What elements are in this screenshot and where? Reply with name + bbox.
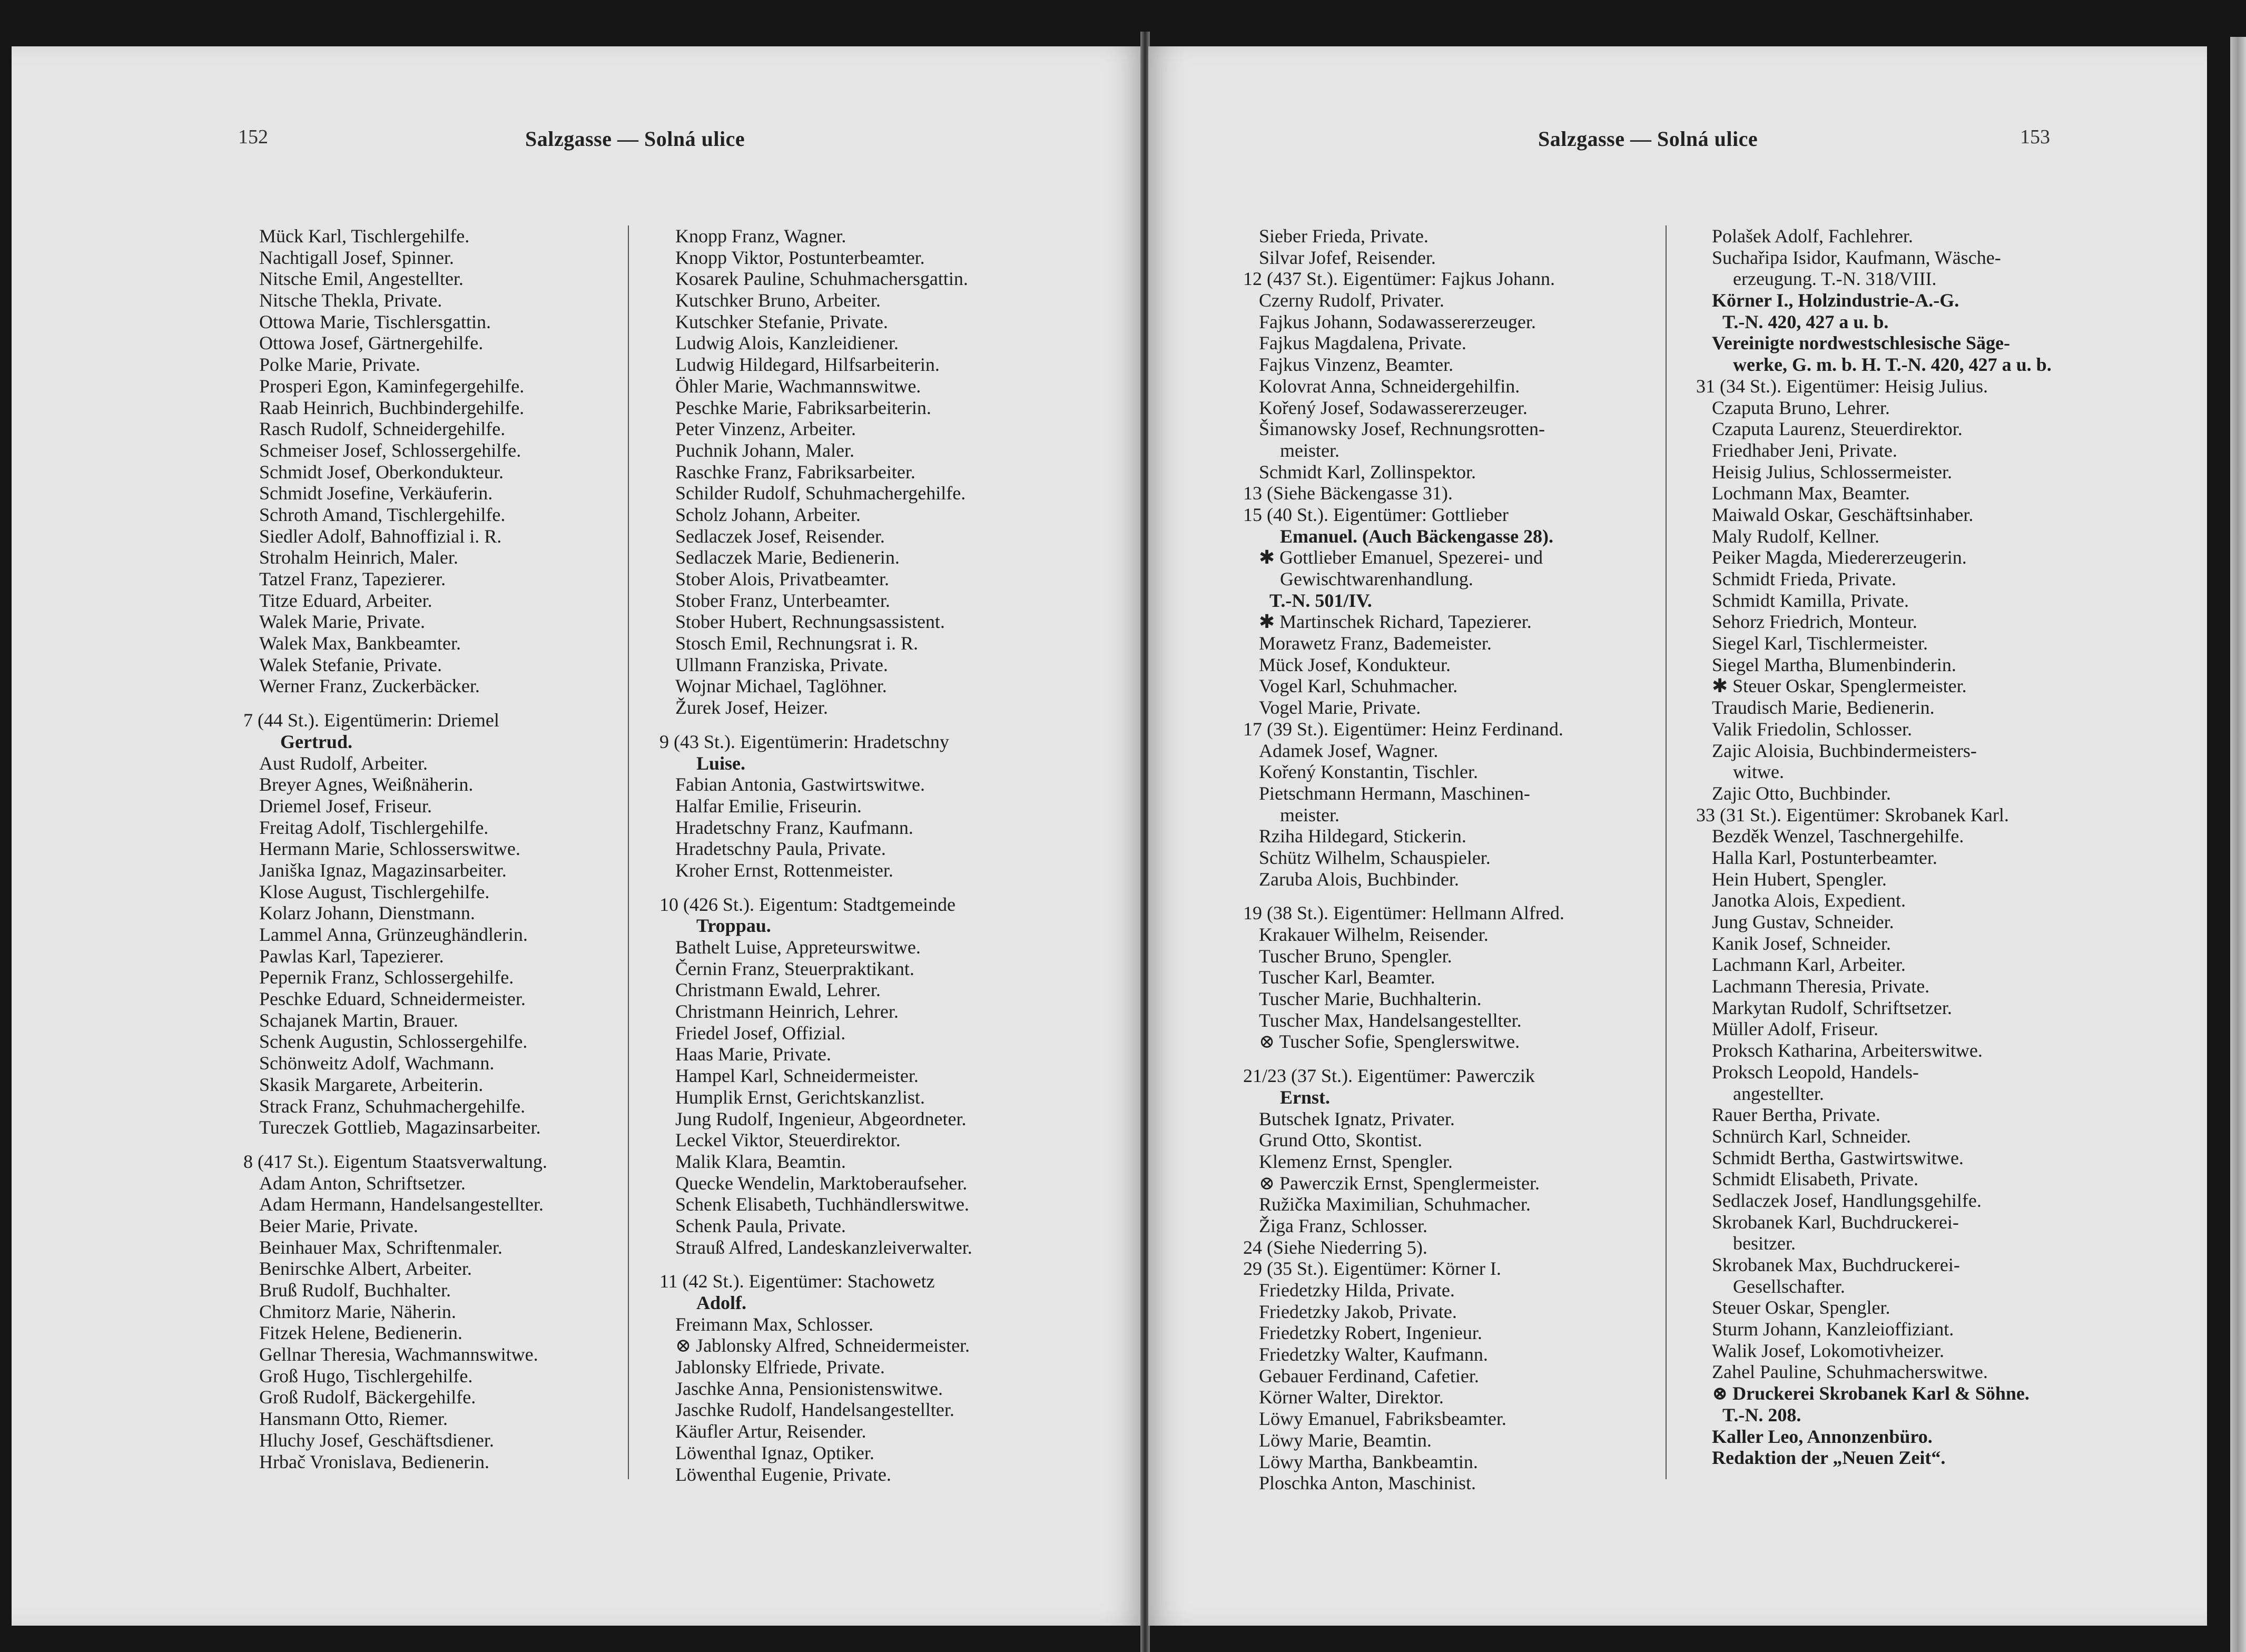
house-entry-heading: 13 (Siehe Bäckengasse 31). [1243,483,1453,504]
directory-entry: Käufler Artur, Reisender. [675,1421,866,1442]
directory-entry: Gellnar Theresia, Wachmannswitwe. [259,1344,538,1365]
directory-entry: Malik Klara, Beamtin. [675,1150,846,1172]
directory-entry: Adam Hermann, Handelsangestellter. [259,1194,544,1215]
directory-entry: werke, G. m. b. H. T.-N. 420, 427 a u. b. [1733,354,2052,376]
directory-entry: Kolovrat Anna, Schneidergehilfin. [1259,375,1520,397]
directory-entry: Czerny Rudolf, Privater. [1259,290,1444,311]
directory-entry: ⊗ Druckerei Skrobanek Karl & Söhne. [1712,1383,2030,1404]
directory-entry: Gertrud. [280,731,352,752]
directory-entry: Vereinigte nordwestschlesische Säge- [1712,332,2010,354]
directory-entry: Halfar Emilie, Friseurin. [675,795,862,817]
house-entry-heading: 11 (42 St.). Eigentümer: Stachowetz [659,1271,935,1292]
directory-entry: Driemel Josef, Friseur. [259,795,432,817]
directory-entry: Pietschmann Hermann, Maschinen- [1259,782,1530,804]
directory-entry: Kutschker Stefanie, Private. [675,311,888,332]
directory-entry: Fajkus Magdalena, Private. [1259,332,1466,354]
directory-entry: Emanuel. (Auch Bäckengasse 28). [1280,525,1554,547]
house-entry-heading: 10 (426 St.). Eigentum: Stadtgemeinde [659,893,955,915]
directory-entry: Klose August, Tischlergehilfe. [259,881,490,902]
directory-entry: ✱ Gottlieber Emanuel, Spezerei- und [1259,547,1543,568]
directory-entry: Vogel Karl, Schuhmacher. [1259,675,1458,697]
directory-entry: Stosch Emil, Rechnungsrat i. R. [675,633,918,654]
directory-entry: Troppau. [696,915,771,937]
directory-entry: Raschke Franz, Fabriksarbeiter. [675,461,915,483]
house-entry-heading: 24 (Siehe Niederring 5). [1243,1236,1427,1258]
directory-entry: Ludwig Alois, Kanzleidiener. [675,332,899,354]
directory-entry: Christmann Ewald, Lehrer. [675,979,881,1001]
directory-entry: Siedler Adolf, Bahnoffizial i. R. [259,525,502,547]
page-header-left: Salzgasse — Solná ulice [525,127,745,151]
directory-entry: Kanik Josef, Schneider. [1712,932,1891,954]
directory-entry: Lochmann Max, Beamter. [1712,483,1910,504]
directory-entry: Freitag Adolf, Tischlergehilfe. [259,817,489,838]
directory-entry: Suchařipa Isidor, Kaufmann, Wäsche- [1712,247,2001,268]
directory-entry: Lachmann Karl, Arbeiter. [1712,954,1906,976]
directory-entry: meister. [1280,804,1339,825]
directory-entry: Kořený Konstantin, Tischler. [1259,761,1479,783]
directory-entry: Lammel Anna, Grünzeughändlerin. [259,924,528,945]
directory-entry: Mück Karl, Tischlergehilfe. [259,225,470,247]
directory-entry: Zaruba Alois, Buchbinder. [1259,868,1459,890]
directory-entry: Kroher Ernst, Rottenmeister. [675,859,893,881]
directory-entry: Hermann Marie, Schlosserswitwe. [259,838,520,860]
directory-entry: Hein Hubert, Spengler. [1712,868,1887,890]
house-entry-heading: 21/23 (37 St.). Eigentümer: Pawerczik [1243,1065,1535,1087]
directory-entry: Traudisch Marie, Bedienerin. [1712,697,1935,719]
directory-entry: Walik Josef, Lokomotivheizer. [1712,1340,1944,1361]
directory-entry: Polke Marie, Private. [259,354,420,376]
directory-entry: Strack Franz, Schuhmachergehilfe. [259,1095,526,1117]
directory-entry: Schmidt Frieda, Private. [1712,568,1896,589]
directory-entry: Öhler Marie, Wachmannswitwe. [675,375,921,397]
directory-entry: Šimanowsky Josef, Rechnungsrotten- [1259,418,1545,440]
house-entry-heading: 33 (31 St.). Eigentümer: Skrobanek Karl. [1696,804,2009,825]
directory-entry: Schmidt Kamilla, Private. [1712,589,1909,611]
directory-entry: Schmidt Josefine, Verkäuferin. [259,483,493,504]
directory-entry: Knopp Franz, Wagner. [675,225,846,247]
directory-entry: Siegel Karl, Tischlermeister. [1712,633,1928,654]
directory-entry: Rauer Bertha, Private. [1712,1104,1880,1126]
directory-entry: Ružička Maximilian, Schuhmacher. [1259,1194,1531,1215]
directory-entry: Czaputa Laurenz, Steuerdirektor. [1712,418,1963,440]
directory-entry: Schajanek Martin, Brauer. [259,1009,458,1031]
directory-entry: Löwy Marie, Beamtin. [1259,1429,1432,1451]
directory-entry: Luise. [696,752,746,774]
house-entry-heading: 19 (38 St.). Eigentümer: Hellmann Alfred. [1243,902,1564,924]
column-divider [628,225,629,1479]
directory-entry: Ludwig Hildegard, Hilfsarbeiterin. [675,354,940,376]
section-gap [1243,1053,1564,1065]
directory-entry: Czaputa Bruno, Lehrer. [1712,397,1890,418]
directory-entry: Hluchy Josef, Geschäftsdiener. [259,1429,494,1451]
directory-entry: Tureczek Gottlieb, Magazinsarbeiter. [259,1117,541,1138]
directory-entry: Ottowa Marie, Tischlersgattin. [259,311,491,332]
directory-entry: Bezděk Wenzel, Taschnergehilfe. [1712,825,1964,847]
directory-entry: Hansmann Otto, Riemer. [259,1408,448,1430]
directory-entry: Rasch Rudolf, Schneidergehilfe. [259,418,506,440]
directory-entry: Ullmann Franziska, Private. [675,654,888,675]
section-gap [659,881,972,894]
right-page [1148,46,2207,1626]
left-page [12,46,1143,1626]
directory-entry: Peiker Magda, Miedererzeugerin. [1712,547,1967,568]
directory-entry: Scholz Johann, Arbeiter. [675,504,861,525]
directory-entry: T.-N. 208. [1722,1404,1801,1425]
directory-entry: Kutschker Bruno, Arbeiter. [675,290,881,311]
directory-entry: Schroth Amand, Tischlergehilfe. [259,504,506,525]
directory-entry: Strohalm Heinrich, Maler. [259,547,458,568]
directory-entry: erzeugung. T.-N. 318/VIII. [1733,268,1937,290]
directory-entry: Raab Heinrich, Buchbindergehilfe. [259,397,525,418]
directory-entry: Schmeiser Josef, Schlossergehilfe. [259,439,521,461]
directory-entry: Schütz Wilhelm, Schauspieler. [1259,847,1491,868]
directory-entry: Humplik Ernst, Gerichtskanzlist. [675,1086,925,1108]
house-entry-heading: 31 (34 St.). Eigentümer: Heisig Julius. [1696,375,1988,397]
directory-entry: Walek Max, Bankbeamter. [259,633,461,654]
house-entry-heading: 9 (43 St.). Eigentümerin: Hradetschny [659,731,949,752]
house-entry-heading: 8 (417 St.). Eigentum Staatsverwaltung. [243,1150,547,1172]
directory-entry: Stober Franz, Unterbeamter. [675,589,890,611]
directory-entry: witwe. [1733,761,1784,783]
section-gap [243,697,547,710]
directory-entry: Kosarek Pauline, Schuhmachersgattin. [675,268,968,290]
directory-entry: Breyer Agnes, Weißnäherin. [259,774,474,795]
directory-entry: Žiga Franz, Schlosser. [1259,1215,1427,1236]
directory-entry: Vogel Marie, Private. [1259,697,1421,719]
directory-entry: Löwy Martha, Bankbeamtin. [1259,1451,1478,1472]
directory-entry: Žurek Josef, Heizer. [675,697,828,719]
directory-entry: Löwenthal Ignaz, Optiker. [675,1442,874,1463]
directory-entry: Pawlas Karl, Tapezierer. [259,945,444,967]
directory-entry: Kolarz Johann, Dienstmann. [259,902,475,924]
directory-entry: ⊗ Jablonsky Alfred, Schneidermeister. [675,1335,970,1356]
directory-entry: Bathelt Luise, Appreteurswitwe. [675,937,921,958]
section-gap [1243,890,1564,902]
directory-entry: Schmidt Karl, Zollinspektor. [1259,461,1476,483]
directory-entry: ✱ Steuer Oskar, Spenglermeister. [1712,675,1967,697]
directory-entry: Werner Franz, Zuckerbäcker. [259,675,480,697]
column-divider [1666,225,1667,1479]
section-gap [659,1258,972,1271]
directory-entry: Körner I., Holzindustrie-A.-G. [1712,290,1959,311]
directory-entry: Aust Rudolf, Arbeiter. [259,752,428,774]
directory-entry: Beier Marie, Private. [259,1215,418,1236]
directory-entry: Löwenthal Eugenie, Private. [675,1463,891,1485]
directory-entry: Fajkus Johann, Sodawassererzeuger. [1259,311,1536,332]
directory-entry: Adolf. [696,1292,747,1313]
directory-entry: Nachtigall Josef, Spinner. [259,247,454,268]
directory-entry: Sieber Frieda, Private. [1259,225,1429,247]
page-number-left: 152 [238,126,268,148]
directory-entry: Schnürch Karl, Schneider. [1712,1125,1911,1147]
right-column-1 [1243,225,1564,1494]
house-entry-heading: 17 (39 St.). Eigentümer: Heinz Ferdinand. [1243,718,1563,740]
directory-entry: Tuscher Bruno, Spengler. [1259,945,1452,967]
directory-entry: Löwy Emanuel, Fabriksbeamter. [1259,1408,1506,1430]
directory-entry: Skasik Margarete, Arbeiterin. [259,1074,484,1095]
directory-entry: Tuscher Max, Handelsangestellter. [1259,1009,1522,1031]
directory-entry: Jaschke Anna, Pensionistenswitwe. [675,1378,943,1399]
directory-entry: Kořený Josef, Sodawassererzeuger. [1259,397,1528,418]
directory-entry: T.-N. 501/IV. [1269,589,1372,611]
directory-entry: Haas Marie, Private. [675,1044,831,1065]
directory-entry: meister. [1280,439,1339,461]
directory-entry: Sturm Johann, Kanzleioffiziant. [1712,1319,1954,1340]
directory-entry: Stober Alois, Privatbeamter. [675,568,889,589]
page-edge [2230,37,2246,1652]
directory-entry: Janotka Alois, Expedient. [1712,890,1906,911]
directory-entry: Stober Hubert, Rechnungsassistent. [675,611,945,633]
directory-entry: Adam Anton, Schriftsetzer. [259,1172,466,1194]
right-column-2 [1696,225,2052,1469]
directory-entry: Janiška Ignaz, Magazinsarbeiter. [259,859,507,881]
directory-entry: Gebauer Ferdinand, Cafetier. [1259,1365,1479,1386]
directory-entry: Müller Adolf, Friseur. [1712,1018,1878,1040]
directory-entry: Schilder Rudolf, Schuhmachergehilfe. [675,483,966,504]
page-header-right: Salzgasse — Solná ulice [1538,127,1758,151]
directory-entry: Schmidt Josef, Oberkondukteur. [259,461,504,483]
directory-entry: Friedetzky Walter, Kaufmann. [1259,1344,1488,1365]
directory-entry: Krakauer Wilhelm, Reisender. [1259,924,1489,945]
directory-entry: Beinhauer Max, Schriftenmaler. [259,1236,503,1258]
directory-entry: Körner Walter, Direktor. [1259,1386,1444,1408]
directory-entry: Sehorz Friedrich, Monteur. [1712,611,1917,633]
directory-entry: Walek Stefanie, Private. [259,654,442,675]
directory-entry: Puchnik Johann, Maler. [675,439,854,461]
page-number-right: 153 [2020,126,2050,148]
directory-entry: Prosperi Egon, Kaminfegergehilfe. [259,375,525,397]
house-entry-heading: 29 (35 St.). Eigentümer: Körner I. [1243,1258,1501,1280]
directory-entry: Ottowa Josef, Gärtnergehilfe. [259,332,484,354]
directory-entry: Proksch Leopold, Handels- [1712,1061,1919,1083]
directory-entry: Gesellschafter. [1733,1275,1845,1297]
directory-entry: Redaktion der „Neuen Zeit“. [1712,1447,1946,1469]
directory-entry: Benirschke Albert, Arbeiter. [259,1258,472,1280]
directory-entry: Hradetschny Paula, Private. [675,838,886,860]
directory-entry: Groß Rudolf, Bäckergehilfe. [259,1386,476,1408]
directory-entry: Proksch Katharina, Arbeiterswitwe. [1712,1040,1983,1061]
directory-entry: ✱ Martinschek Richard, Tapezierer. [1259,611,1532,633]
directory-entry: Chmitorz Marie, Näherin. [259,1301,456,1322]
directory-entry: Strauß Alfred, Landeskanzleiverwalter. [675,1236,972,1258]
directory-entry: Maiwald Oskar, Geschäftsinhaber. [1712,504,1974,525]
directory-entry: Heisig Julius, Schlossermeister. [1712,461,1952,483]
directory-entry: Peter Vinzenz, Arbeiter. [675,418,856,440]
directory-entry: Groß Hugo, Tischlergehilfe. [259,1365,473,1386]
directory-entry: Schmidt Bertha, Gastwirtswitwe. [1712,1147,1964,1168]
directory-entry: Schönweitz Adolf, Wachmann. [259,1053,495,1074]
directory-entry: ⊗ Tuscher Sofie, Spenglerswitwe. [1259,1031,1520,1053]
directory-entry: Steuer Oskar, Spengler. [1712,1297,1890,1319]
directory-entry: Friedetzky Robert, Ingenieur. [1259,1322,1482,1344]
directory-entry: Freimann Max, Schlosser. [675,1313,873,1335]
directory-entry: Walek Marie, Private. [259,611,425,633]
directory-entry: Ernst. [1280,1086,1331,1108]
directory-entry: Jung Rudolf, Ingenieur, Abgeordneter. [675,1108,967,1129]
directory-entry: Fabian Antonia, Gastwirtswitwe. [675,774,925,795]
directory-entry: Butschek Ignatz, Privater. [1259,1108,1455,1129]
directory-entry: Pepernik Franz, Schlossergehilfe. [259,967,514,988]
directory-entry: Peschke Eduard, Schneidermeister. [259,988,526,1010]
directory-entry: Polašek Adolf, Fachlehrer. [1712,225,1913,247]
directory-entry: Tatzel Franz, Tapezierer. [259,568,446,589]
directory-entry: Sedlaczek Marie, Bedienerin. [675,547,900,568]
house-entry-heading: 12 (437 St.). Eigentümer: Fajkus Johann. [1243,268,1555,290]
directory-entry: Zahel Pauline, Schuhmacherswitwe. [1712,1361,1988,1383]
directory-entry: Bruß Rudolf, Buchhalter. [259,1280,451,1301]
directory-entry: Sedlaczek Josef, Reisender. [675,525,885,547]
directory-entry: Zajic Otto, Buchbinder. [1712,782,1891,804]
directory-entry: Schmidt Elisabeth, Private. [1712,1168,1918,1190]
directory-entry: Hrbač Vronislava, Bedienerin. [259,1451,490,1472]
directory-entry: Leckel Viktor, Steuerdirektor. [675,1129,901,1151]
directory-entry: Schenk Elisabeth, Tuchhändlerswitwe. [675,1194,969,1215]
section-gap [659,719,972,731]
directory-entry: Zajic Aloisia, Buchbindermeisters- [1712,740,1977,761]
directory-entry: Schenk Paula, Private. [675,1215,846,1236]
directory-entry: Černin Franz, Steuerpraktikant. [675,958,914,979]
directory-entry: Grund Otto, Skontist. [1259,1129,1423,1151]
directory-entry: Wojnar Michael, Taglöhner. [675,675,887,697]
directory-entry: Skrobanek Max, Buchdruckerei- [1712,1254,1960,1275]
directory-entry: Nitsche Thekla, Private. [259,290,442,311]
directory-entry: Friedel Josef, Offizial. [675,1022,846,1044]
directory-entry: Kaller Leo, Annonzenbüro. [1712,1425,1933,1447]
house-entry-heading: 15 (40 St.). Eigentümer: Gottlieber [1243,504,1509,525]
directory-entry: Ploschka Anton, Maschinist. [1259,1472,1476,1494]
directory-entry: Siegel Martha, Blumenbinderin. [1712,654,1956,675]
directory-entry: Fajkus Vinzenz, Beamter. [1259,354,1454,376]
directory-entry: Skrobanek Karl, Buchdruckerei- [1712,1211,1959,1233]
directory-entry: Sedlaczek Josef, Handlungsgehilfe. [1712,1189,1982,1211]
directory-entry: Fitzek Helene, Bedienerin. [259,1322,462,1344]
left-column-2 [659,225,972,1485]
directory-entry: Lachmann Theresia, Private. [1712,976,1930,997]
directory-entry: Friedetzky Hilda, Private. [1259,1280,1455,1301]
directory-entry: Tuscher Marie, Buchhalterin. [1259,988,1482,1010]
directory-entry: Valik Friedolin, Schlosser. [1712,718,1912,740]
directory-entry: Quecke Wendelin, Marktoberaufseher. [675,1172,968,1194]
directory-entry: Klemenz Ernst, Spengler. [1259,1150,1453,1172]
directory-entry: Jung Gustav, Schneider. [1712,911,1894,932]
directory-entry: Adamek Josef, Wagner. [1259,740,1439,761]
directory-entry: Silvar Jofef, Reisender. [1259,247,1436,268]
directory-entry: angestellter. [1733,1083,1824,1104]
directory-entry: Jaschke Rudolf, Handelsangestellter. [675,1399,954,1421]
directory-entry: Titze Eduard, Arbeiter. [259,589,432,611]
directory-entry: Halla Karl, Postunterbeamter. [1712,847,1937,868]
directory-entry: besitzer. [1733,1233,1796,1254]
directory-entry: Nitsche Emil, Angestellter. [259,268,464,290]
directory-entry: Mück Josef, Kondukteur. [1259,654,1451,675]
directory-entry: T.-N. 420, 427 a u. b. [1722,311,1889,332]
directory-entry: Jablonsky Elfriede, Private. [675,1356,885,1378]
left-column-1 [243,225,547,1472]
directory-entry: Schenk Augustin, Schlossergehilfe. [259,1031,528,1053]
directory-entry: Morawetz Franz, Bademeister. [1259,633,1492,654]
directory-entry: Christmann Heinrich, Lehrer. [675,1001,899,1022]
directory-entry: Friedetzky Jakob, Private. [1259,1301,1457,1322]
directory-entry: Peschke Marie, Fabriksarbeiterin. [675,397,931,418]
directory-entry: Maly Rudolf, Kellner. [1712,525,1879,547]
directory-entry: Markytan Rudolf, Schriftsetzer. [1712,997,1952,1018]
directory-entry: Friedhaber Jeni, Private. [1712,439,1897,461]
house-entry-heading: 7 (44 St.). Eigentümerin: Driemel [243,710,499,731]
directory-entry: Gewischtwarenhandlung. [1280,568,1473,589]
directory-entry: Tuscher Karl, Beamter. [1259,967,1435,988]
section-gap [243,1138,547,1151]
directory-entry: Rziha Hildegard, Stickerin. [1259,825,1466,847]
directory-entry: Knopp Viktor, Postunterbeamter. [675,247,925,268]
directory-entry: Hradetschny Franz, Kaufmann. [675,817,913,838]
directory-entry: ⊗ Pawerczik Ernst, Spenglermeister. [1259,1172,1540,1194]
directory-entry: Hampel Karl, Schneidermeister. [675,1065,919,1087]
